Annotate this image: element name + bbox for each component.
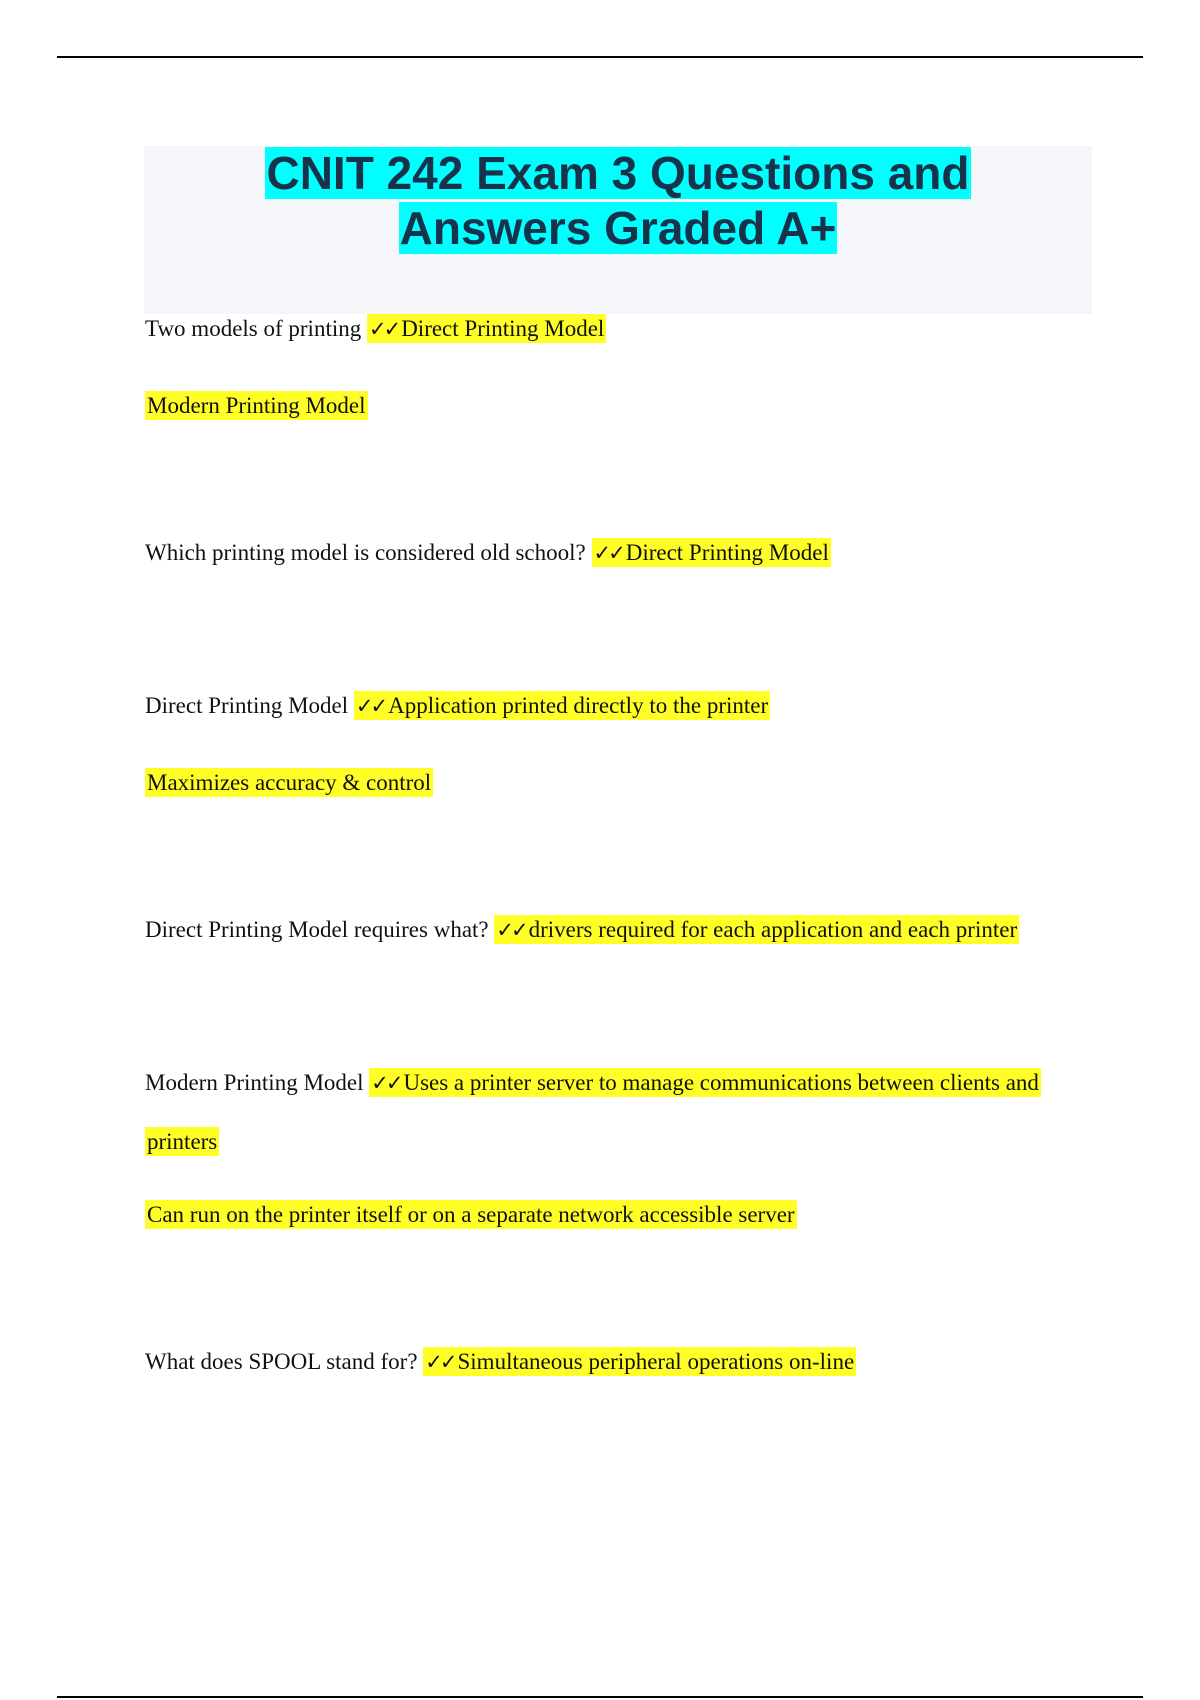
- answer-highlight: [354, 691, 770, 720]
- answer-extra-text: Maximizes accuracy & control: [147, 770, 432, 795]
- question-text: Two models of printing: [145, 316, 362, 341]
- answer-extra-text: Can run on the printer itself or on a separate network accessible server: [147, 1202, 795, 1227]
- title-line-1: CNIT 242 Exam 3 Questions and: [266, 147, 970, 199]
- answer-text: Simultaneous peripheral operations on-line: [457, 1349, 855, 1374]
- double-check-icon: ✓✓: [593, 541, 623, 565]
- qa-item-5-extra: [145, 1200, 797, 1230]
- document-title: [144, 146, 1092, 256]
- double-check-icon: ✓✓: [368, 317, 399, 341]
- question-text: Modern Printing Model: [145, 1070, 364, 1095]
- qa-item-1-extra: [145, 391, 368, 421]
- answer-highlight: [423, 1347, 856, 1376]
- answer-highlight: [592, 538, 831, 567]
- answer-continuation-text: printers: [147, 1129, 218, 1154]
- qa-item-6: [145, 1347, 856, 1377]
- qa-item-2: [145, 538, 831, 568]
- answer-text: Application printed directly to the printer: [388, 693, 769, 718]
- answer-highlight: [494, 915, 1019, 944]
- qa-item-4: [145, 915, 1019, 945]
- question-text: What does SPOOL stand for?: [145, 1349, 418, 1374]
- answer-text: Direct Printing Model: [401, 316, 605, 341]
- answer-highlight: [369, 1068, 1041, 1097]
- title-box: [144, 146, 1092, 314]
- question-text: Direct Printing Model requires what?: [145, 917, 489, 942]
- qa-item-5-cont: [145, 1127, 219, 1157]
- title-line-2: Answers Graded A+: [399, 202, 837, 254]
- double-check-icon: ✓✓: [355, 694, 386, 718]
- question-text: Direct Printing Model: [145, 693, 349, 718]
- double-check-icon: ✓✓: [425, 1350, 455, 1374]
- answer-extra-text: Modern Printing Model: [147, 393, 366, 418]
- double-check-icon: ✓✓: [496, 918, 526, 942]
- qa-item-1: [145, 314, 606, 344]
- footer-rule: [57, 1696, 1143, 1698]
- answer-text: drivers required for each application and each printer: [528, 917, 1018, 942]
- double-check-icon: ✓✓: [371, 1071, 401, 1095]
- answer-text: Uses a printer server to manage communications between clients and: [403, 1070, 1039, 1095]
- answer-highlight: [367, 314, 606, 343]
- answer-text: Direct Printing Model: [625, 540, 829, 565]
- qa-item-5: [145, 1068, 1041, 1098]
- header-rule: [57, 56, 1143, 58]
- qa-item-3-extra: [145, 768, 433, 798]
- question-text: Which printing model is considered old school?: [145, 540, 586, 565]
- qa-item-3: [145, 691, 770, 721]
